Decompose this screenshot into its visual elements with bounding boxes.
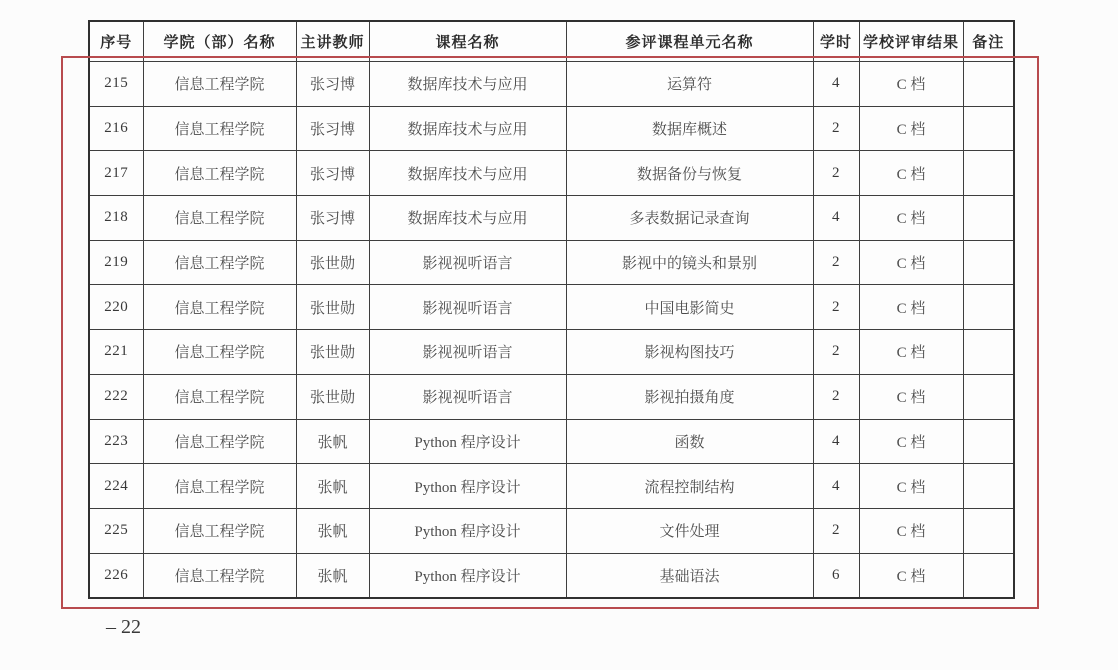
cell-college: 信息工程学院 bbox=[143, 285, 296, 330]
cell-unit: 流程控制结构 bbox=[566, 464, 813, 509]
cell-unit: 函数 bbox=[566, 419, 813, 464]
cell-hours: 4 bbox=[813, 196, 859, 241]
cell-remark bbox=[963, 196, 1014, 241]
cell-college: 信息工程学院 bbox=[143, 106, 296, 151]
table-row bbox=[89, 62, 1014, 107]
cell-remark bbox=[963, 106, 1014, 151]
table-row bbox=[89, 374, 1014, 419]
cell-course: Python 程序设计 bbox=[369, 508, 566, 553]
table-row bbox=[89, 553, 1014, 598]
cell-remark bbox=[963, 508, 1014, 553]
header-college: 学院（部）名称 bbox=[143, 21, 296, 62]
cell-remark bbox=[963, 285, 1014, 330]
cell-college: 信息工程学院 bbox=[143, 464, 296, 509]
cell-result: C 档 bbox=[859, 553, 963, 598]
cell-hours: 2 bbox=[813, 240, 859, 285]
cell-serial: 220 bbox=[89, 285, 143, 330]
cell-result: C 档 bbox=[859, 196, 963, 241]
cell-teacher: 张世勋 bbox=[296, 240, 369, 285]
cell-serial: 218 bbox=[89, 196, 143, 241]
cell-teacher: 张习博 bbox=[296, 151, 369, 196]
cell-college: 信息工程学院 bbox=[143, 196, 296, 241]
cell-serial: 221 bbox=[89, 330, 143, 375]
cell-unit: 文件处理 bbox=[566, 508, 813, 553]
cell-remark bbox=[963, 62, 1014, 107]
cell-course: 数据库技术与应用 bbox=[369, 151, 566, 196]
cell-teacher: 张习博 bbox=[296, 196, 369, 241]
cell-course: Python 程序设计 bbox=[369, 464, 566, 509]
cell-unit: 中国电影简史 bbox=[566, 285, 813, 330]
table-row bbox=[89, 419, 1014, 464]
cell-unit: 影视构图技巧 bbox=[566, 330, 813, 375]
course-review-results-table bbox=[88, 20, 1015, 599]
cell-remark bbox=[963, 464, 1014, 509]
cell-college: 信息工程学院 bbox=[143, 419, 296, 464]
cell-unit: 多表数据记录查询 bbox=[566, 196, 813, 241]
cell-course: 数据库技术与应用 bbox=[369, 106, 566, 151]
cell-teacher: 张世勋 bbox=[296, 285, 369, 330]
table-row bbox=[89, 240, 1014, 285]
cell-remark bbox=[963, 553, 1014, 598]
table-row bbox=[89, 285, 1014, 330]
cell-serial: 225 bbox=[89, 508, 143, 553]
cell-remark bbox=[963, 240, 1014, 285]
cell-college: 信息工程学院 bbox=[143, 374, 296, 419]
cell-hours: 2 bbox=[813, 285, 859, 330]
cell-hours: 2 bbox=[813, 508, 859, 553]
table-row bbox=[89, 464, 1014, 509]
table-body bbox=[89, 62, 1014, 599]
cell-remark bbox=[963, 374, 1014, 419]
cell-teacher: 张帆 bbox=[296, 508, 369, 553]
cell-result: C 档 bbox=[859, 151, 963, 196]
cell-remark bbox=[963, 330, 1014, 375]
cell-hours: 4 bbox=[813, 419, 859, 464]
cell-result: C 档 bbox=[859, 240, 963, 285]
cell-serial: 215 bbox=[89, 62, 143, 107]
header-unit: 参评课程单元名称 bbox=[566, 21, 813, 62]
cell-course: 影视视听语言 bbox=[369, 374, 566, 419]
cell-hours: 2 bbox=[813, 374, 859, 419]
cell-course: 影视视听语言 bbox=[369, 285, 566, 330]
header-teacher: 主讲教师 bbox=[296, 21, 369, 62]
cell-course: 影视视听语言 bbox=[369, 240, 566, 285]
table-header-row bbox=[89, 21, 1014, 62]
cell-serial: 222 bbox=[89, 374, 143, 419]
cell-college: 信息工程学院 bbox=[143, 508, 296, 553]
cell-serial: 216 bbox=[89, 106, 143, 151]
cell-unit: 影视中的镜头和景别 bbox=[566, 240, 813, 285]
header-result: 学校评审结果 bbox=[859, 21, 963, 62]
header-remark: 备注 bbox=[963, 21, 1014, 62]
table-row bbox=[89, 196, 1014, 241]
cell-course: Python 程序设计 bbox=[369, 553, 566, 598]
cell-result: C 档 bbox=[859, 374, 963, 419]
cell-teacher: 张帆 bbox=[296, 553, 369, 598]
cell-remark bbox=[963, 419, 1014, 464]
table-row bbox=[89, 330, 1014, 375]
cell-result: C 档 bbox=[859, 419, 963, 464]
cell-serial: 226 bbox=[89, 553, 143, 598]
cell-result: C 档 bbox=[859, 330, 963, 375]
table-row bbox=[89, 151, 1014, 196]
cell-unit: 数据备份与恢复 bbox=[566, 151, 813, 196]
cell-college: 信息工程学院 bbox=[143, 330, 296, 375]
cell-course: 数据库技术与应用 bbox=[369, 196, 566, 241]
cell-teacher: 张帆 bbox=[296, 464, 369, 509]
cell-college: 信息工程学院 bbox=[143, 151, 296, 196]
page-number: – 22 bbox=[106, 616, 141, 638]
cell-college: 信息工程学院 bbox=[143, 553, 296, 598]
cell-college: 信息工程学院 bbox=[143, 62, 296, 107]
cell-college: 信息工程学院 bbox=[143, 240, 296, 285]
cell-hours: 2 bbox=[813, 151, 859, 196]
cell-course: 数据库技术与应用 bbox=[369, 62, 566, 107]
cell-result: C 档 bbox=[859, 285, 963, 330]
cell-result: C 档 bbox=[859, 508, 963, 553]
cell-unit: 基础语法 bbox=[566, 553, 813, 598]
cell-teacher: 张世勋 bbox=[296, 374, 369, 419]
cell-hours: 4 bbox=[813, 62, 859, 107]
cell-serial: 223 bbox=[89, 419, 143, 464]
header-hours: 学时 bbox=[813, 21, 859, 62]
header-serial: 序号 bbox=[89, 21, 143, 62]
cell-remark bbox=[963, 151, 1014, 196]
cell-teacher: 张帆 bbox=[296, 419, 369, 464]
cell-unit: 影视拍摄角度 bbox=[566, 374, 813, 419]
cell-unit: 运算符 bbox=[566, 62, 813, 107]
cell-unit: 数据库概述 bbox=[566, 106, 813, 151]
cell-result: C 档 bbox=[859, 62, 963, 107]
cell-hours: 6 bbox=[813, 553, 859, 598]
cell-serial: 219 bbox=[89, 240, 143, 285]
cell-course: 影视视听语言 bbox=[369, 330, 566, 375]
cell-result: C 档 bbox=[859, 106, 963, 151]
cell-hours: 2 bbox=[813, 106, 859, 151]
cell-hours: 2 bbox=[813, 330, 859, 375]
cell-teacher: 张习博 bbox=[296, 106, 369, 151]
cell-hours: 4 bbox=[813, 464, 859, 509]
header-course: 课程名称 bbox=[369, 21, 566, 62]
cell-course: Python 程序设计 bbox=[369, 419, 566, 464]
table-row bbox=[89, 508, 1014, 553]
cell-result: C 档 bbox=[859, 464, 963, 509]
cell-serial: 224 bbox=[89, 464, 143, 509]
cell-serial: 217 bbox=[89, 151, 143, 196]
cell-teacher: 张世勋 bbox=[296, 330, 369, 375]
table-row bbox=[89, 106, 1014, 151]
cell-teacher: 张习博 bbox=[296, 62, 369, 107]
